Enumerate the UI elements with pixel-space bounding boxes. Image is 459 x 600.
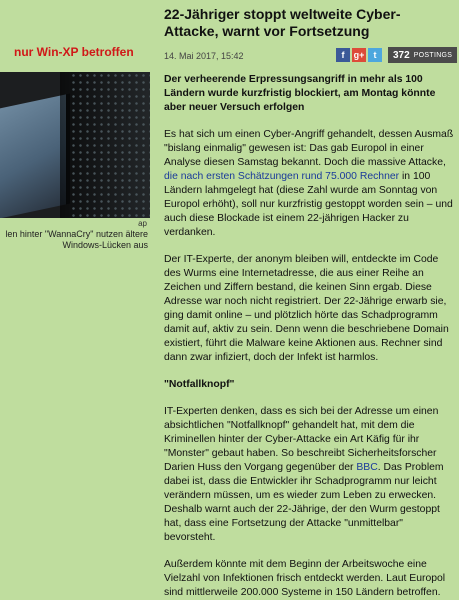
photo-caption: len hinter "WannaCry" nutzen ältere Windows-Lücken aus bbox=[5, 229, 148, 250]
paragraph-text: . Das Problem dabei ist, dass die Entwickler ihr Schadprogramm nur leicht verändern müssen, um es wieder zum Leben zu erwecken. Deshalb warnt auch der 22-Jährige, der den Wurm gestoppt hat, dass eine Fortsetzung der Attacke "unmittelbar" bevorsteht. bbox=[164, 462, 444, 543]
article-subheading: "Notfallknopf" bbox=[164, 379, 235, 390]
photo-keyboard-pattern bbox=[70, 72, 150, 218]
photo-credit: ap bbox=[138, 219, 147, 228]
article-paragraph-1 bbox=[164, 128, 454, 240]
article-lead: Der verheerende Erpressungsangriff in mehr als 100 Ländern wurde kurzfristig blockiert, am Montag könnte aber neuer Versuch erfolgen bbox=[164, 74, 436, 113]
postings-count: 372 bbox=[393, 49, 410, 61]
article-paragraph-3 bbox=[164, 405, 454, 545]
paragraph-text: in 100 Ländern lahmgelegt hat (diese Zahl wurde am Sonntag von Europol erhöht), soll nur kurzfristig gestoppt worden sein – und auch diese Blockade ist einem 22-jährigen Hacker zu verdanken. bbox=[164, 171, 453, 238]
postings-label: POSTINGS bbox=[413, 51, 453, 59]
paragraph-text: Es hat sich um einen Cyber-Angriff gehandelt, dessen Ausmaß "bislang einmalig" gewesen ist: Das gab Europol in einer Analyse diesen Samstag bekannt. Doch die massive Attacke, bbox=[164, 129, 454, 168]
article-headline: 22-Jähriger stoppt weltweite Cyber-Attacke, warnt vor Fortsetzung bbox=[164, 6, 401, 39]
europol-estimate-link[interactable]: die nach ersten Schätzungen rund 75.000 Rechner bbox=[164, 171, 400, 182]
social-share bbox=[336, 48, 382, 62]
googleplus-icon[interactable]: g+ bbox=[353, 50, 365, 60]
facebook-icon[interactable]: f bbox=[336, 48, 350, 62]
article-photo[interactable] bbox=[0, 72, 150, 218]
article-dateline: 14. Mai 2017, 15:42 bbox=[164, 51, 244, 61]
twitter-icon[interactable]: t bbox=[368, 48, 382, 62]
article bbox=[164, 6, 454, 600]
annotation-label: nur Win-XP betroffen bbox=[14, 45, 134, 59]
paragraph-text: IT-Experten denken, dass es sich bei der Adresse um einen absichtlichen "Notfallknopf" gehandelt hat, mit dem die Kriminellen hinter der Cyber-Attacke ein Art Käfig für ihr "Monster" gebaut haben. So beschreibt Sicherheitsforscher Darien Huss den Vorgang gegenüber der bbox=[164, 406, 439, 473]
article-meta bbox=[164, 48, 454, 68]
postings-button[interactable] bbox=[388, 47, 457, 63]
left-column bbox=[0, 0, 150, 600]
article-paragraph-2: Der IT-Experte, der anonym bleiben will, entdeckte im Code des Wurms eine Internetadresse, die aus einer Reihe an Zeichen und Ziffern bestand, die keinen Sinn ergab. Diese Adresse war noch nicht registriert. Der 22-Jährige erwarb sie, ging damit online – und plötzlich hörte das Schadprogramm damit auf, aktiv zu sein. Denn wenn die beschriebene Domain existiert, führt die Malware keine Aktionen aus. Rechner sind dann zwar infiziert, doch der Infekt ist harmlos. bbox=[164, 254, 449, 363]
article-paragraph-4: Außerdem könnte mit dem Beginn der Arbeitswoche eine Vielzahl von Infektionen frisch entdeckt werden. Laut Europol sind mittlerweile 200.000 Systeme in 150 Ländern betroffen. bbox=[164, 559, 446, 598]
bbc-link[interactable]: BBC bbox=[356, 462, 378, 473]
